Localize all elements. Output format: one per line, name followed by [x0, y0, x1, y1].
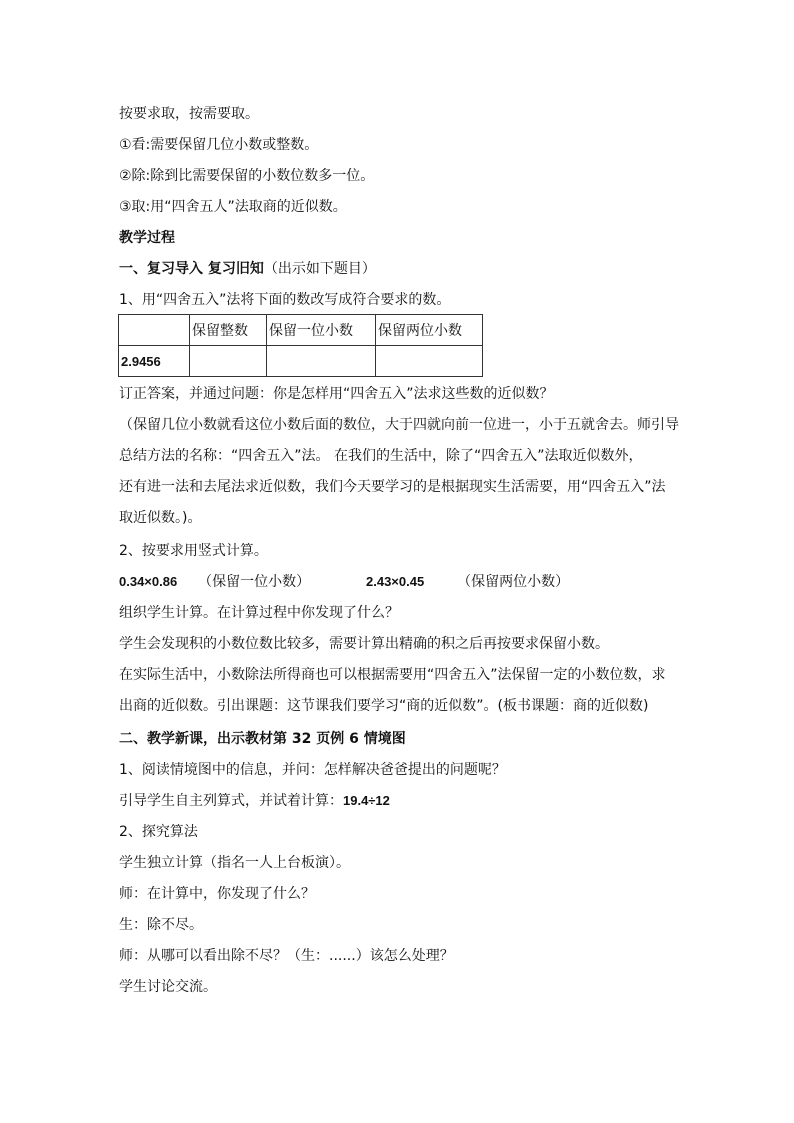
rounding-table	[118, 314, 483, 377]
calc-requirement-a: （保留一位小数）	[198, 574, 311, 590]
part2-question-2: 2、探究算法	[119, 824, 198, 840]
guide-text: 引导学生自主列算式，并试着计算：	[119, 793, 343, 809]
calc-expression-a: 0.34×0.86	[119, 574, 178, 589]
table-cell	[267, 346, 376, 377]
discuss-line: 学生讨论交流。	[119, 979, 217, 995]
table-header-cell: 保留两位小数	[376, 315, 483, 346]
teacher-line-2: 师：从哪可以看出除不尽？（生：......）该怎么处理？	[119, 948, 454, 964]
calc-line	[119, 572, 310, 592]
teacher-line-1: 师：在计算中，你发现了什么？	[119, 886, 315, 902]
table-cell	[376, 346, 483, 377]
discover-line: 学生会发现积的小数位数比较多，需要计算出精确的积之后再按要求保留小数。	[119, 636, 609, 652]
guide-expression: 19.4÷12	[343, 793, 390, 808]
part1-question-2: 2、按要求用竖式计算。	[119, 543, 268, 559]
explain-line-1: （保留几位小数就看这位小数后面的数位，大于四就向前一位进一，小于五就舍去。师引导	[119, 417, 679, 433]
part1-question-1: 1、用“四舍五入”法将下面的数改写成符合要求的数。	[119, 292, 451, 308]
guide-line	[119, 791, 390, 811]
calc-requirement-b: （保留两位小数）	[457, 574, 570, 590]
calc-line-b	[366, 572, 569, 592]
part1-heading-main: 一、复习导入 复习旧知	[119, 261, 264, 277]
part1-heading-note: （出示如下题目）	[263, 261, 376, 277]
table-header-cell: 保留整数	[190, 315, 267, 346]
correction-line: 订正答案，并通过问题：你是怎样用“四舍五入”法求这些数的近似数？	[119, 386, 554, 402]
part2-question-1: 1、阅读情境图中的信息，并问：怎样解决爸爸提出的问题呢？	[119, 762, 506, 778]
intro-step-take: ③取:用“四舍五人”法取商的近似数。	[119, 199, 347, 215]
practical-line-2: 出商的近似数。引出课题：这节课我们要学习“商的近似数”。(板书课题：商的近似数)	[119, 698, 649, 714]
intro-line-1: 按要求取，按需要取。	[119, 106, 259, 122]
practical-line-1: 在实际生活中，小数除法所得商也可以根据需要用“四舍五入”法保留一定的小数位数，求	[119, 667, 666, 683]
explain-line-4: 取近似数。)。	[119, 510, 202, 526]
part2-heading: 二、教学新课，出示教材第 32 页例 6 情境图	[119, 731, 406, 747]
organize-line: 组织学生计算。在计算过程中你发现了什么？	[119, 605, 399, 621]
table-header-row	[119, 315, 483, 346]
intro-step-look: ①看:需要保留几位小数或整数。	[119, 137, 319, 153]
table-cell	[190, 346, 267, 377]
table-header-cell: 保留一位小数	[267, 315, 376, 346]
independent-line: 学生独立计算（指名一人上台板演）。	[119, 855, 350, 871]
section-title: 教学过程	[119, 230, 175, 246]
calc-expression-b: 2.43×0.45	[366, 574, 425, 589]
explain-line-3: 还有进一法和去尾法求近似数，我们今天要学习的是根据现实生活需要，用“四舍五入”法	[119, 479, 666, 495]
table-row	[119, 346, 483, 377]
table-header-cell	[119, 315, 190, 346]
part1-heading	[119, 259, 376, 279]
student-line-1: 生：除不尽。	[119, 917, 203, 933]
table-row-label: 2.9456	[119, 346, 190, 377]
explain-line-2: 总结方法的名称：“四舍五入”法。 在我们的生活中，除了“四舍五入”法取近似数外，	[119, 448, 643, 464]
intro-step-divide: ②除:除到比需要保留的小数位数多一位。	[119, 168, 375, 184]
